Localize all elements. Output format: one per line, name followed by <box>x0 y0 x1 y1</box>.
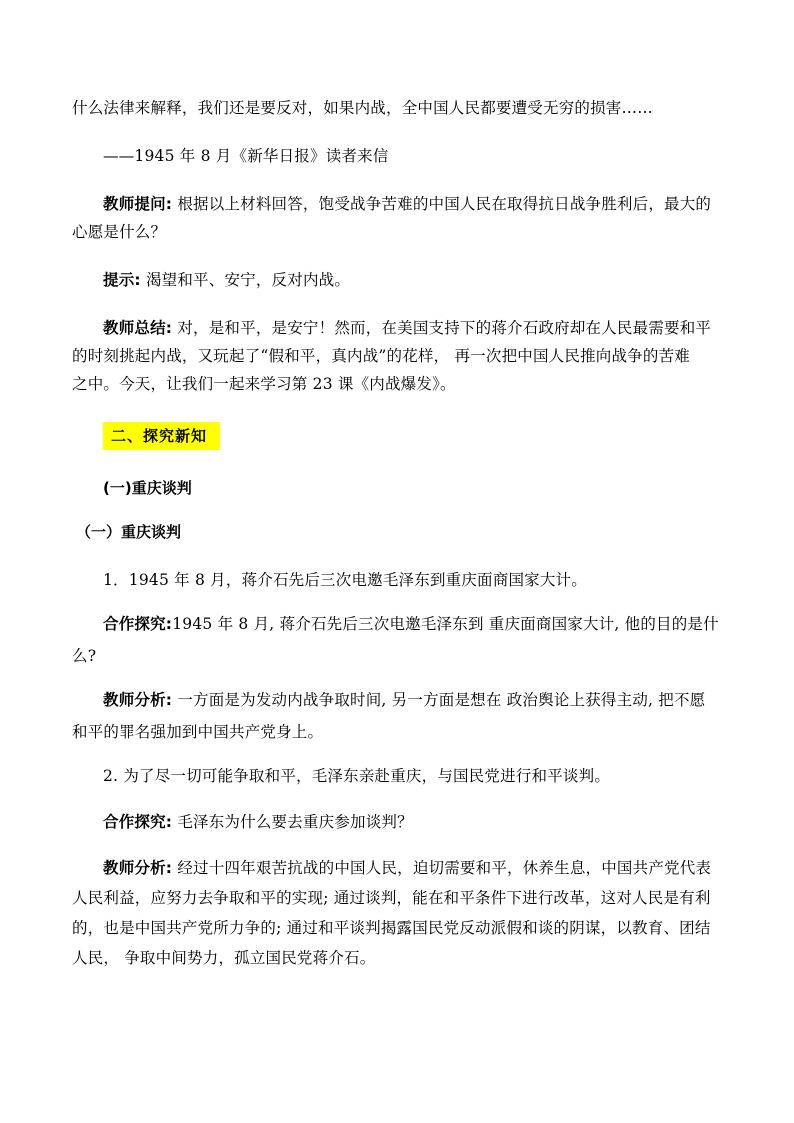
paragraph-line: 之中。今天，让我们一起来学习第 23 课《内战爆发》。 <box>72 375 456 393</box>
paragraph-line: 的时刻挑起内战，又玩起了“假和平，真内战”的花样， 再一次把中国人民推向战争的苦难 <box>72 347 690 365</box>
sub-heading: （一）重庆谈判 <box>76 523 182 541</box>
paragraph-line: 心愿是什么？ <box>72 223 167 241</box>
paragraph-line: 人民， 争取中间势力，孤立国民党蒋介石。 <box>72 949 376 967</box>
paragraph-text: 毛泽东为什么要去重庆参加谈判？ <box>172 813 413 831</box>
paragraph-text: 经过十四年艰苦抗战的中国人民，迫切需要和平，休养生息，中国共产党代表 <box>172 859 712 877</box>
sub-heading: (一)重庆谈判 <box>103 479 192 497</box>
teacher-question-label: 教师提问: <box>103 195 173 213</box>
paragraph-text: 一方面是为发动内战争取时间, 另一方面是想在 政治舆论上获得主动, 把不愿 <box>172 691 706 709</box>
paragraph-text: 1945 年 8 月, 蒋介石先后三次电邀毛泽东到 重庆面商国家大计, 他的目的是什 <box>172 615 719 633</box>
paragraph-text: 渴望和平、安宁，反对内战。 <box>140 271 351 289</box>
teacher-summary-label: 教师总结: <box>103 319 173 337</box>
paragraph-line: 么? <box>72 647 97 665</box>
paragraph-line <box>103 812 753 832</box>
paragraph-line <box>103 318 753 338</box>
paragraph-line: 1．1945 年 8 月，蒋介石先后三次电邀毛泽东到重庆面商国家大计。 <box>103 571 587 589</box>
section-heading: 二、探究新知 <box>111 427 208 445</box>
section-heading-highlight <box>103 422 220 450</box>
paragraph-line: 2. 为了尽一切可能争取和平，毛泽东亲赴重庆，与国民党进行和平谈判。 <box>103 767 611 785</box>
paragraph-line <box>103 614 753 634</box>
paragraph-line: 人民利益，应努力去争取和平的实现; 通过谈判，能在和平条件下进行改革，这对人民是有利 <box>72 889 711 907</box>
teacher-analysis-label: 教师分析: <box>103 859 173 877</box>
paragraph-line <box>103 194 753 214</box>
citation-line: ——1945 年 8 月《新华日报》读者来信 <box>103 147 389 165</box>
paragraph-text: 对，是和平，是安宁！然而，在美国支持下的蒋介石政府却在人民最需要和平 <box>172 319 712 337</box>
hint-label: 提示: <box>103 271 141 289</box>
cooperative-inquiry-label: 合作探究: <box>103 615 173 633</box>
paragraph-line: 的，也是中国共产党所力争的; 通过和平谈判揭露国民党反动派假和谈的阴谋，以教育、团结 <box>72 919 711 937</box>
teacher-analysis-label: 教师分析: <box>103 691 173 709</box>
paragraph-line: 和平的罪名强加到中国共产党身上。 <box>72 723 324 741</box>
paragraph-line: 什么法律来解释，我们还是要反对，如果内战，全中国人民都要遭受无穷的损害…… <box>72 99 653 117</box>
cooperative-inquiry-label: 合作探究: <box>103 813 173 831</box>
paragraph-line <box>103 858 753 878</box>
paragraph-line <box>103 270 753 290</box>
paragraph-line <box>103 690 753 710</box>
paragraph-text: 根据以上材料回答，饱受战争苦难的中国人民在取得抗日战争胜利后，最大的 <box>172 195 712 213</box>
